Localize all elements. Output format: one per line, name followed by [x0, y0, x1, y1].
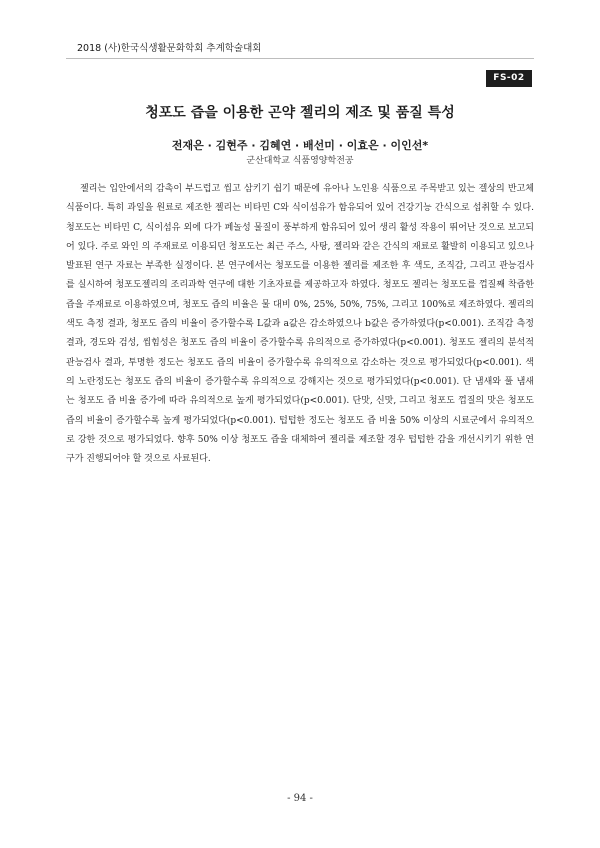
abstract-text: 젤리는 입안에서의 감촉이 부드럽고 씹고 삼키기 쉽기 때문에 유아나 노인용 식품으로 주목받고 있는 겔상의 반고체식품이다. 특히 과일을 원료로 제조한 젤리는 비타민 C와 식이섬유가 함유되어 있어 건강기능 간식으로 섭취할 수 있다. 청포도는 비타민 C, 식이섬유 외에 다가 페놀성 물질이 풍부하게 함유되어 있어 생리 활성 작용이 뛰어난 것으로 보고되어 있다. 주로 와인 의 주재료로 이용되던 청포도는 최근 주스, 사탕, 젤리와 같은 간식의 재료로 활발히 이용되고 있으나 발표된 연구 자료는 부족한 실정이다. 본 연구에서는 청포도를 이용한 젤리를 제조한 후 색도, 조직감, 그리고 관능검사를 실시하여 청포도젤리의 조리과학 연구에 대한 기초자료를 제공하고자 하였다. 청포도 젤리는 청포도를 껍질째 착즙한 즙을 주재료로 이용하였으며, 청포도 즙의 비율은 물 대비 0%, 25%, 50%, 75%, 그리고 100%로 제조하였다. 젤리의 색도 측정 결과, 청포도 즙의 비율이 증가할수록 L값과 a값은 감소하였으나 b값은 증가하였다(p<0.001). 조직감 측정 결과, 경도와 검성, 씹힘성은 청포도 즙의 비율이 증가할수록 유의적으로 증가하였다(p<0.001). 청포도 젤리의 분석적 관능검사 결과, 투명한 정도는 청포도 즙의 비율이 증가할수록 유의적으로 감소하는 것으로 평가되었다(p<0.001). 색의 노란정도는 청포도 즙의 비율이 증가할수록 유의적으로 강해지는 것으로 평가되었다(p<0.001). 단 냄새와 풀 냄새는 청포도 즙 비율 증가에 따라 유의적으로 높게 평가되었다(p<0.001). 단맛, 신맛, 그리고 청포도 껍질의 맛은 청포도 즙의 비율이 증가할수록 높게 평가되었다(p<0.001). 텁텁한 정도는 청포도 즙 비율 50% 이상의 시료군에서 유의적으로 강한 것으로 평가되었다. 향후 50% 이상 청포도 즙을 대체하여 젤리를 제조할 경우 텁텁한 감을 개선시키기 위한 연구가 진행되어야 할 것으로 사료된다. [66, 184, 534, 465]
author-affiliation: 군산대학교 식품영양학전공 [246, 156, 354, 166]
author-list: 전재은 · 김현주 · 김혜연 · 배선미 · 이효은 · 이인선* [171, 139, 429, 152]
session-code-badge: FS-02 [486, 70, 532, 87]
page-number: - 94 - [287, 793, 313, 804]
conference-header: 2018 (사)한국식생활문화학회 추계학술대회 [77, 43, 262, 54]
paper-title: 청포도 즙을 이용한 곤약 젤리의 제조 및 품질 특성 [145, 105, 455, 121]
header-divider [66, 58, 534, 59]
